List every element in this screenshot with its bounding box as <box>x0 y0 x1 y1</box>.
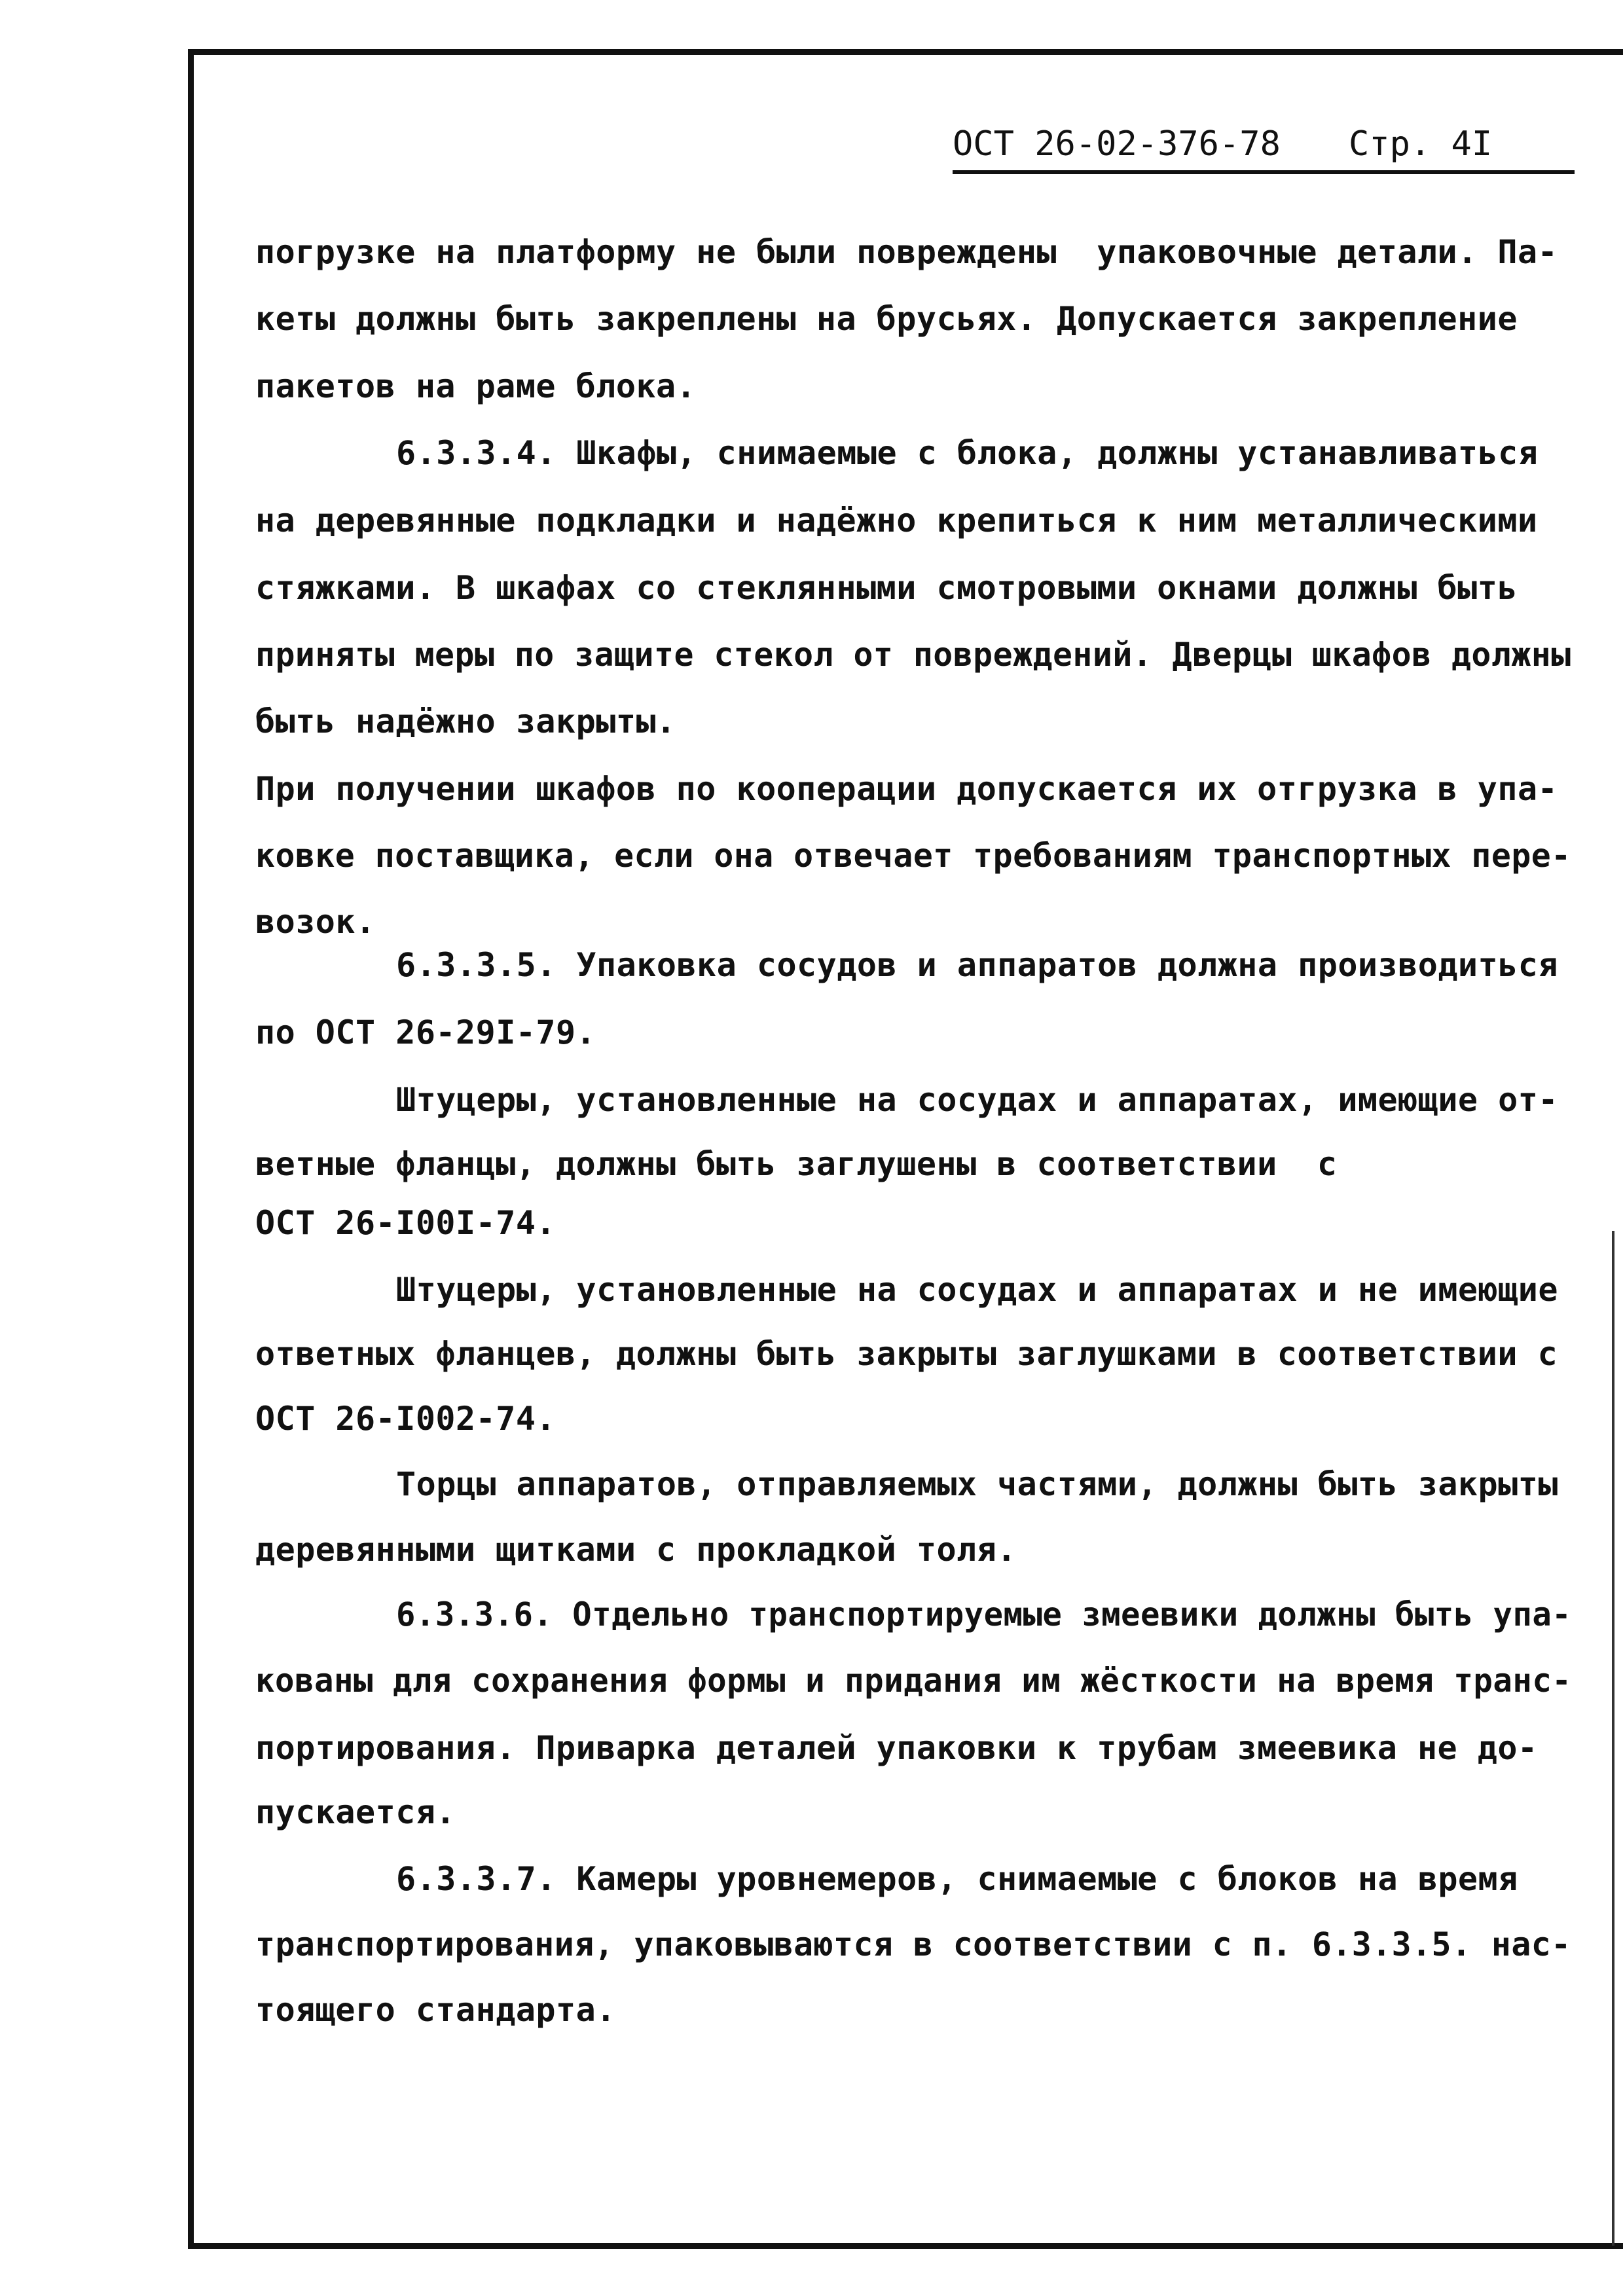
page-frame-bottom <box>188 2243 1623 2249</box>
text-line: портирования. Приварка деталей упаковки к трубам змеевика не до- <box>255 1729 1538 1767</box>
text-line: ковке поставщика, если она отвечает требованиям транспортных пере- <box>255 837 1571 875</box>
text-line: стяжками. В шкафах со стеклянными смотровыми окнами должны быть <box>255 569 1518 607</box>
text-line: пускается. <box>255 1793 456 1831</box>
text-line: пакетов на раме блока. <box>255 367 697 405</box>
text-line: ОСТ 26-I00I-74. <box>255 1204 556 1242</box>
text-line: 6.3.3.5. Упаковка сосудов и аппаратов должна производиться <box>396 946 1558 984</box>
text-line: ответных фланцев, должны быть закрыты заглушками в соответствии с <box>255 1335 1558 1373</box>
text-line: погрузке на платформу не были повреждены упаковочные детали. Па- <box>255 233 1558 271</box>
page-frame-left <box>188 49 194 2249</box>
text-line: на деревянные подкладки и надёжно крепиться к ним металлическими <box>255 501 1538 539</box>
text-line: кованы для сохранения формы и придания им жёсткости на время транс- <box>255 1662 1572 1700</box>
text-line: 6.3.3.4. Шкафы, снимаемые с блока, должны устанавливаться <box>396 434 1539 472</box>
page-header <box>953 124 1575 170</box>
page-number: Стр. 4I <box>1349 124 1493 164</box>
text-line: Торцы аппаратов, отправляемых частями, должны быть закрыты <box>396 1465 1558 1503</box>
page-frame-top <box>188 49 1623 55</box>
text-line: по ОСТ 26-29I-79. <box>255 1013 596 1051</box>
text-line: тоящего стандарта. <box>255 1991 616 2029</box>
text-line: приняты меры по защите стекол от повреждений. Дверцы шкафов должны <box>255 636 1571 674</box>
text-line: возок. <box>255 903 376 941</box>
text-line: Штуцеры, установленные на сосудах и аппаратах, имеющие от- <box>396 1081 1558 1119</box>
document-code: ОСТ 26-02-376-78 <box>953 124 1281 164</box>
text-line: 6.3.3.7. Камеры уровнемеров, снимаемые с блоков на время <box>396 1860 1518 1898</box>
text-line: ОСТ 26-I002-74. <box>255 1400 556 1438</box>
text-line: деревянными щитками с прокладкой толя. <box>255 1531 1017 1569</box>
text-line: 6.3.3.6. Отдельно транспортируемые змеевики должны быть упа- <box>396 1595 1572 1633</box>
text-line: кеты должны быть закреплены на брусьях. Допускается закрепление <box>255 300 1518 338</box>
text-line: быть надёжно закрыты. <box>255 702 676 740</box>
header-underline <box>953 170 1575 174</box>
text-line: Штуцеры, установленные на сосудах и аппаратах и не имеющие <box>396 1271 1558 1309</box>
page-frame-right <box>1612 1231 1614 2246</box>
text-line: При получении шкафов по кооперации допускается их отгрузка в упа- <box>255 770 1558 808</box>
text-line: ветные фланцы, должны быть заглушены в соответствии с <box>255 1145 1338 1183</box>
text-line: транспортирования, упаковываются в соответствии с п. 6.3.3.5. нас- <box>255 1925 1571 1963</box>
